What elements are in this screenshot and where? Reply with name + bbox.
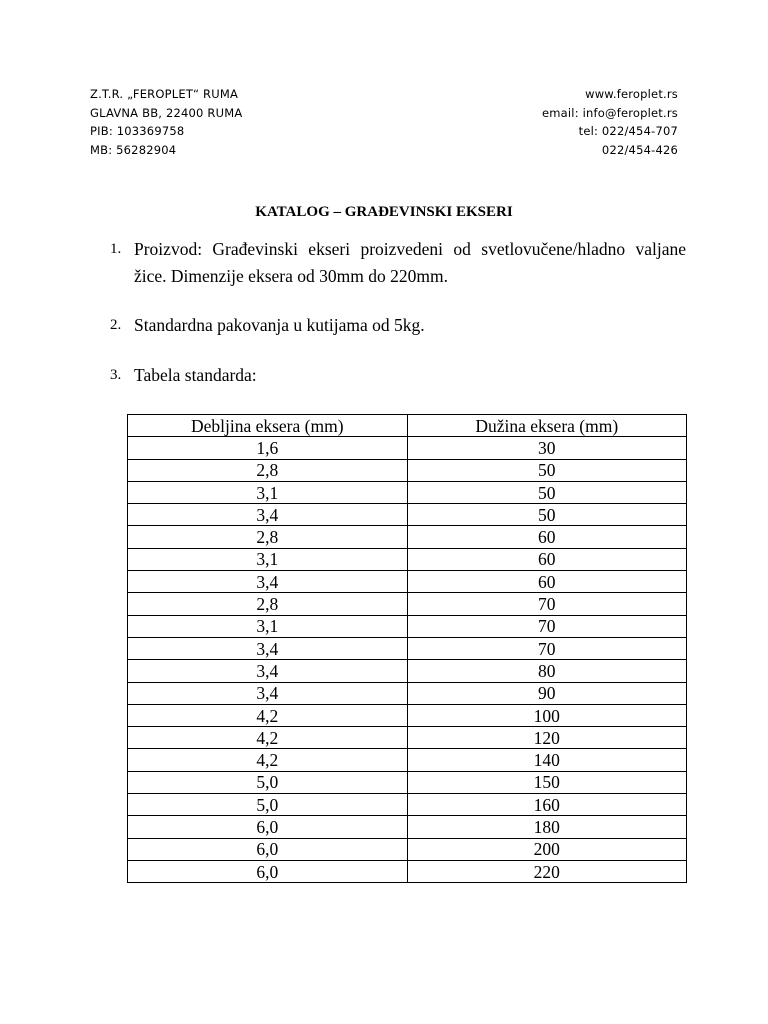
cell-thickness: 3,1: [128, 615, 408, 637]
cell-thickness: 5,0: [128, 794, 408, 816]
table-row: [128, 437, 687, 459]
cell-length: 70: [407, 615, 687, 637]
company-phone: tel: 022/454-707: [578, 124, 678, 138]
cell-length: 90: [407, 682, 687, 704]
cell-thickness: 4,2: [128, 749, 408, 771]
cell-thickness: 3,4: [128, 637, 408, 659]
table-row: [128, 860, 687, 882]
cell-thickness: 2,8: [128, 459, 408, 481]
company-mb: MB: 56282904: [90, 142, 177, 157]
column-header-thickness: Debljina eksera (mm): [128, 415, 408, 437]
cell-length: 60: [407, 571, 687, 593]
cell-thickness: 6,0: [128, 838, 408, 860]
column-header-length: Dužina eksera (mm): [407, 415, 687, 437]
list-item-text: Tabela standarda:: [134, 365, 257, 385]
cell-length: 60: [407, 526, 687, 548]
list-item-text: Proizvod: Građevinski ekseri proizvedeni od svetlovučene/hladno valjane žice. Dimenzije eksera od 30mm do 220mm.: [134, 239, 686, 286]
cell-thickness: 6,0: [128, 816, 408, 838]
company-email: email: info@feroplet.rs: [541, 105, 678, 120]
document-title: KATALOG – GRAĐEVINSKI EKSERI: [255, 204, 513, 220]
cell-thickness: 4,2: [128, 727, 408, 749]
table-header-row: [128, 415, 687, 437]
cell-length: 80: [407, 660, 687, 682]
cell-length: 50: [407, 459, 687, 481]
cell-thickness: 3,4: [128, 660, 408, 682]
cell-thickness: 4,2: [128, 704, 408, 726]
standards-table: [127, 414, 687, 883]
list-item: [110, 362, 686, 389]
list-item-text: Standardna pakovanja u kutijama od 5kg.: [134, 315, 425, 335]
cell-thickness: 5,0: [128, 771, 408, 793]
cell-length: 200: [407, 838, 687, 860]
table-row: [128, 526, 687, 548]
cell-thickness: 2,8: [128, 593, 408, 615]
cell-length: 100: [407, 704, 687, 726]
cell-thickness: 2,8: [128, 526, 408, 548]
cell-thickness: 3,4: [128, 571, 408, 593]
table-row: [128, 727, 687, 749]
list-item: [110, 312, 686, 339]
table-row: [128, 481, 687, 503]
table-row: [128, 771, 687, 793]
cell-length: 140: [407, 749, 687, 771]
company-website: www.feroplet.rs: [585, 87, 678, 101]
cell-thickness: 6,0: [128, 860, 408, 882]
company-phone-2: 022/454-426: [601, 142, 678, 157]
cell-length: 120: [407, 727, 687, 749]
table-row: [128, 459, 687, 481]
table-body: [128, 437, 687, 883]
table-row: [128, 704, 687, 726]
table-row: [128, 548, 687, 570]
cell-length: 160: [407, 794, 687, 816]
list-item-number: 2.: [110, 317, 122, 333]
cell-thickness: 3,4: [128, 682, 408, 704]
cell-thickness: 3,1: [128, 548, 408, 570]
cell-length: 30: [407, 437, 687, 459]
table-row: [128, 660, 687, 682]
company-info-left: [90, 85, 242, 159]
cell-length: 180: [407, 816, 687, 838]
cell-length: 70: [407, 593, 687, 615]
table-row: [128, 838, 687, 860]
table-row: [128, 504, 687, 526]
company-name: Z.T.R. „FEROPLET“ RUMA: [90, 87, 239, 101]
cell-length: 50: [407, 481, 687, 503]
table-row: [128, 816, 687, 838]
list-item-number: 3.: [110, 367, 122, 383]
cell-length: 60: [407, 548, 687, 570]
cell-length: 70: [407, 637, 687, 659]
cell-length: 220: [407, 860, 687, 882]
table-row: [128, 637, 687, 659]
table-row: [128, 682, 687, 704]
cell-thickness: 3,1: [128, 481, 408, 503]
company-address: GLAVNA BB, 22400 RUMA: [90, 105, 243, 120]
list-item: [110, 236, 686, 290]
table-row: [128, 615, 687, 637]
table-row: [128, 794, 687, 816]
table-row: [128, 749, 687, 771]
company-pib: PIB: 103369758: [90, 124, 185, 138]
list-item-number: 1.: [110, 241, 122, 257]
table-row: [128, 593, 687, 615]
company-contact-right: [542, 85, 678, 159]
cell-thickness: 3,4: [128, 504, 408, 526]
cell-length: 50: [407, 504, 687, 526]
cell-length: 150: [407, 771, 687, 793]
cell-thickness: 1,6: [128, 437, 408, 459]
table-row: [128, 571, 687, 593]
